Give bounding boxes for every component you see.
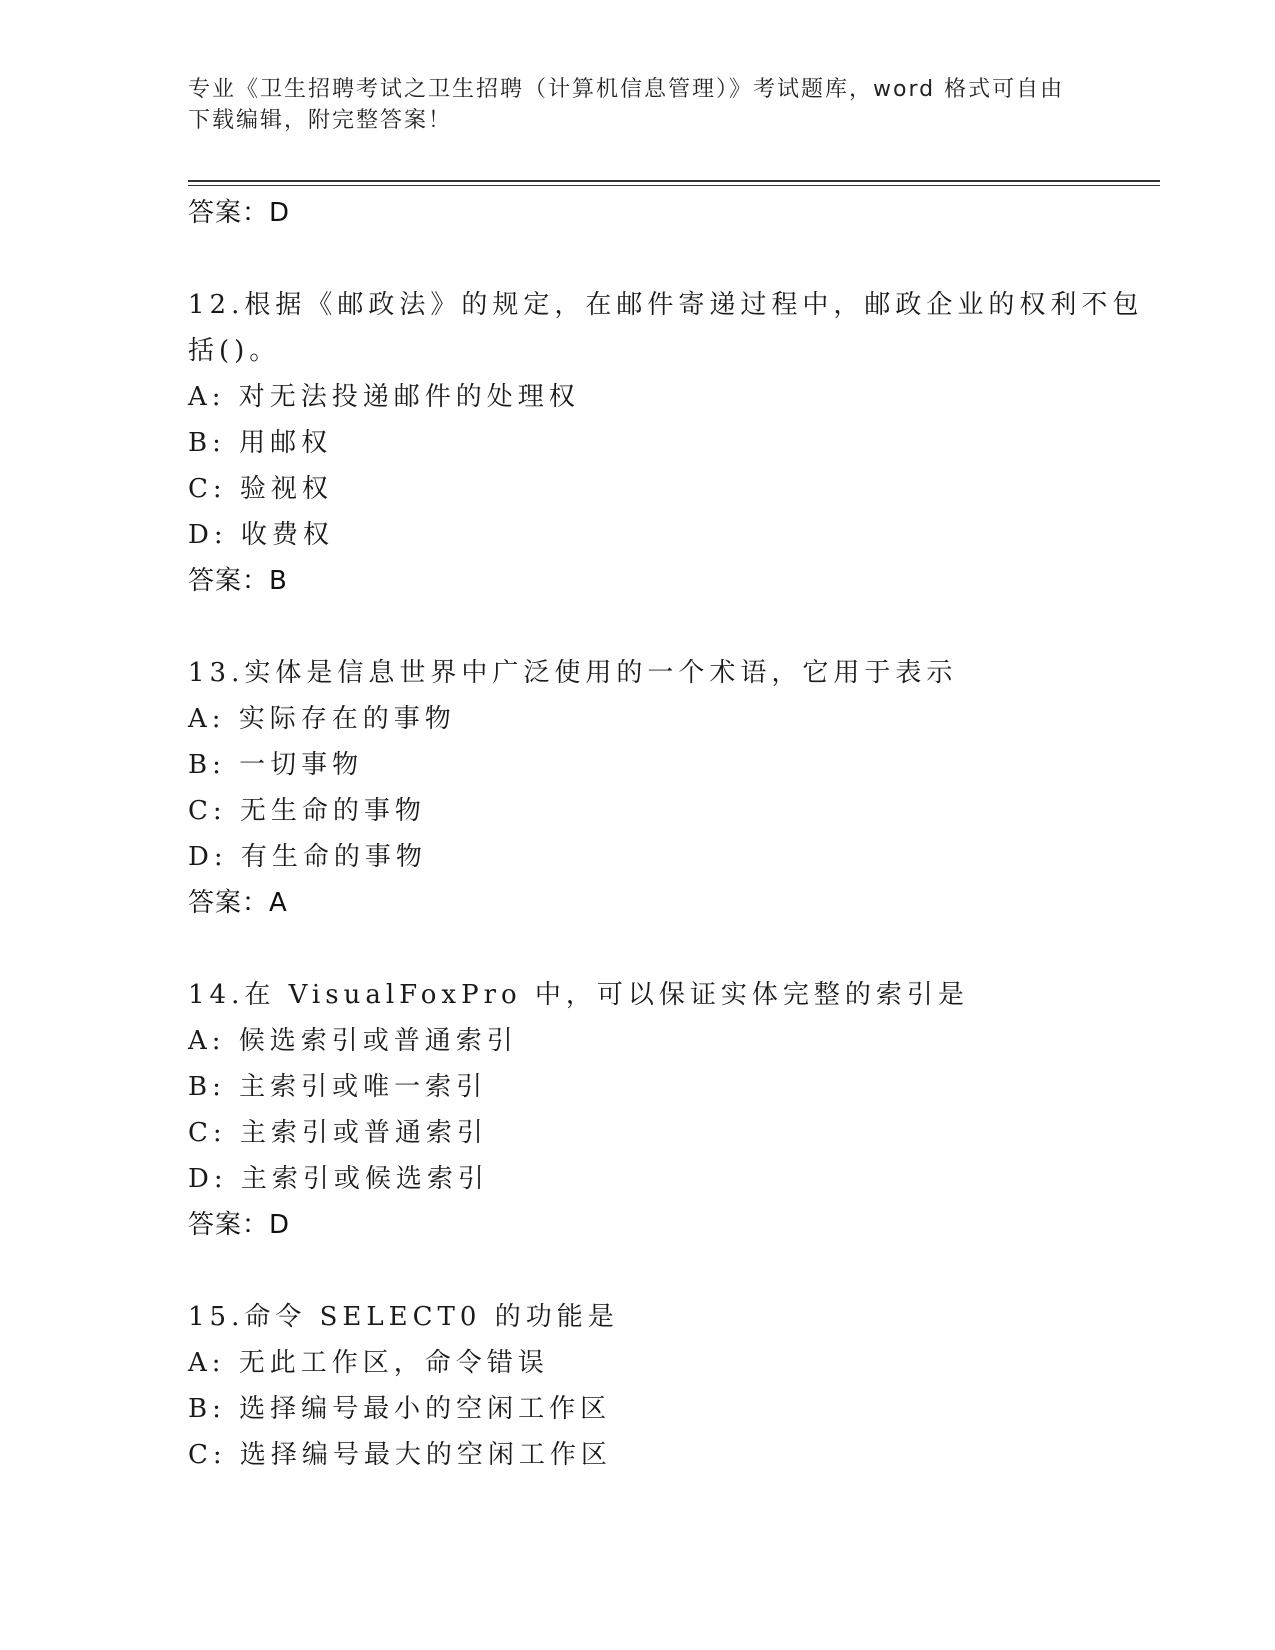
option-a: A: 无此工作区，命令错误 — [188, 1348, 549, 1378]
answer-text: 答案：D — [188, 1210, 291, 1240]
question-stem-continued: 括()。 — [188, 336, 281, 366]
option-a: A: 候选索引或普通索引 — [188, 1026, 518, 1056]
option-a: A: 实际存在的事物 — [188, 704, 456, 734]
answer-text: 答案：A — [188, 888, 288, 918]
option-c: C: 验视权 — [188, 474, 333, 504]
question-13 — [188, 650, 1088, 926]
option-b: B: 用邮权 — [188, 428, 333, 458]
question-stem: 13.实体是信息世界中广泛使用的一个术语，它用于表示 — [188, 658, 958, 688]
option-c: C: 无生命的事物 — [188, 796, 426, 826]
option-c: C: 主索引或普通索引 — [188, 1118, 488, 1148]
previous-answer-block — [188, 190, 1088, 236]
answer-text: 答案：B — [188, 566, 288, 596]
option-d: D: 收费权 — [188, 520, 334, 550]
option-d: D: 有生命的事物 — [188, 842, 427, 872]
question-15 — [188, 1294, 1088, 1478]
option-b: B: 主索引或唯一索引 — [188, 1072, 488, 1102]
document-body — [188, 190, 1144, 1524]
option-c: C: 选择编号最大的空闲工作区 — [188, 1440, 612, 1470]
option-b: B: 一切事物 — [188, 750, 364, 780]
question-stem: 14.在 VisualFoxPro 中，可以保证实体完整的索引是 — [188, 980, 969, 1010]
question-stem: 15.命令 SELECT0 的功能是 — [188, 1302, 619, 1332]
option-b: B: 选择编号最小的空闲工作区 — [188, 1394, 612, 1424]
header-divider — [188, 180, 1160, 186]
question-12 — [188, 282, 1144, 604]
document-header — [188, 74, 1068, 136]
option-a: A: 对无法投递邮件的处理权 — [188, 382, 580, 412]
answer-text: 答案：D — [188, 198, 291, 228]
option-d: D: 主索引或候选索引 — [188, 1164, 489, 1194]
question-stem: 12.根据《邮政法》的规定，在邮件寄递过程中，邮政企业的权利不包 — [188, 290, 1144, 320]
question-14 — [188, 972, 1088, 1248]
header-title: 专业《卫生招聘考试之卫生招聘（计算机信息管理）》考试题库，word 格式可自由下载编辑，附完整答案！ — [188, 77, 1065, 133]
